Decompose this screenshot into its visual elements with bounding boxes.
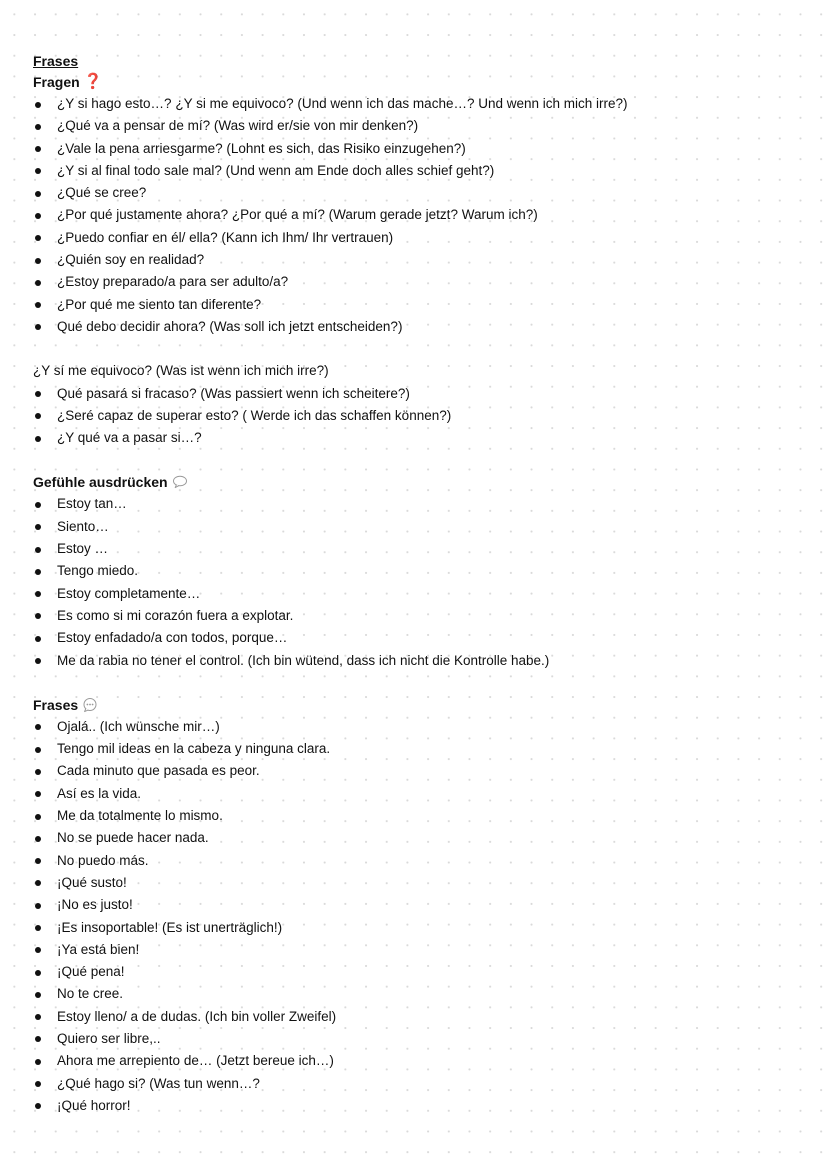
spacer (33, 672, 813, 694)
list-item: Estoy lleno/ a de dudas. (Ich bin voller Zweifel) (33, 1006, 813, 1028)
list-item: ¿Puedo confiar en él/ ella? (Kann ich Ihm/ Ihr vertrauen) (33, 227, 813, 249)
list-item: ¿Quién soy en realidad? (33, 249, 813, 271)
list-item: ¿Y si al final todo sale mal? (Und wenn am Ende doch alles schief geht?) (33, 160, 813, 182)
list-item: ¿Qué hago si? (Was tun wenn…? (33, 1073, 813, 1095)
list-item: Qué debo decidir ahora? (Was soll ich jetzt entscheiden?) (33, 316, 813, 338)
list-item: ¿Estoy preparado/a para ser adulto/a? (33, 271, 813, 293)
list-item: Tengo miedo. (33, 560, 813, 582)
list-item: Así es la vida. (33, 783, 813, 805)
spacer (33, 449, 813, 471)
red-question-mark-icon: ❓ (83, 73, 103, 90)
list-item: No se puede hacer nada. (33, 827, 813, 849)
list-item: Estoy … (33, 538, 813, 560)
paragraph-line: ¿Y sí me equivoco? (Was ist wenn ich mich irre?) (33, 363, 329, 379)
list-item: Qué pasará si fracaso? (Was passiert wenn ich scheitere?) (33, 383, 813, 405)
list-item: ¿Qué se cree? (33, 182, 813, 204)
gefuehle-list (33, 493, 813, 671)
list-item: ¿Por qué justamente ahora? ¿Por qué a mí? (Warum gerade jetzt? Warum ich?) (33, 204, 813, 226)
section-heading-frases (33, 694, 813, 716)
list-item: ¡Qué susto! (33, 872, 813, 894)
list-item: ¡Qué horror! (33, 1095, 813, 1117)
list-item: ¡No es justo! (33, 894, 813, 916)
list-item: Me da totalmente lo mismo. (33, 805, 813, 827)
spacer (33, 338, 813, 360)
list-item: Quiero ser libre,.. (33, 1028, 813, 1050)
list-item: Ojalá.. (Ich wünsche mir…) (33, 716, 813, 738)
list-item: No puedo más. (33, 850, 813, 872)
document-page (33, 51, 813, 1117)
list-item: ¡Es insoportable! (Es ist unerträglich!) (33, 917, 813, 939)
list-item: Estoy enfadado/a con todos, porque… (33, 627, 813, 649)
speech-bubble-icon (172, 475, 188, 489)
list-item: Siento… (33, 516, 813, 538)
section-heading-label: Gefühle ausdrücken (33, 474, 168, 491)
list-item: Me da rabia no tener el control. (Ich bin wütend, dass ich nicht die Kontrolle habe.) (33, 650, 813, 672)
list-item: ¿Por qué me siento tan diferente? (33, 294, 813, 316)
typing-bubble-icon (82, 697, 98, 713)
list-item: ¿Y si hago esto…? ¿Y si me equivoco? (Und wenn ich das mache…? Und wenn ich mich irre?) (33, 93, 813, 115)
list-item: ¿Vale la pena arriesgarme? (Lohnt es sich, das Risiko einzugehen?) (33, 138, 813, 160)
list-item: Estoy completamente… (33, 583, 813, 605)
section-heading-label: Fragen (33, 74, 80, 90)
list-item: Es como si mi corazón fuera a explotar. (33, 605, 813, 627)
list-item: ¿Qué va a pensar de mí? (Was wird er/sie von mir denken?) (33, 115, 813, 137)
list-item: ¡Qué pena! (33, 961, 813, 983)
list-item: Cada minuto que pasada es peor. (33, 760, 813, 782)
list-item: No te cree. (33, 983, 813, 1005)
section-heading-label: Frases (33, 696, 79, 713)
section-heading-gefuehle (33, 471, 813, 493)
section-heading-fragen (33, 71, 813, 93)
list-item: Tengo mil ideas en la cabeza y ninguna clara. (33, 738, 813, 760)
list-item: Estoy tan… (33, 493, 813, 515)
list-item: ¿Y qué va a pasar si…? (33, 427, 813, 449)
fragen-list (33, 93, 813, 338)
list-item: ¡Ya está bien! (33, 939, 813, 961)
page-title: Frases (33, 53, 79, 69)
list-item: Ahora me arrepiento de… (Jetzt bereue ich…) (33, 1050, 813, 1072)
list-item: ¿Seré capaz de superar esto? ( Werde ich das schaffen können?) (33, 405, 813, 427)
equivoco-list (33, 383, 813, 450)
frases-list (33, 716, 813, 1117)
